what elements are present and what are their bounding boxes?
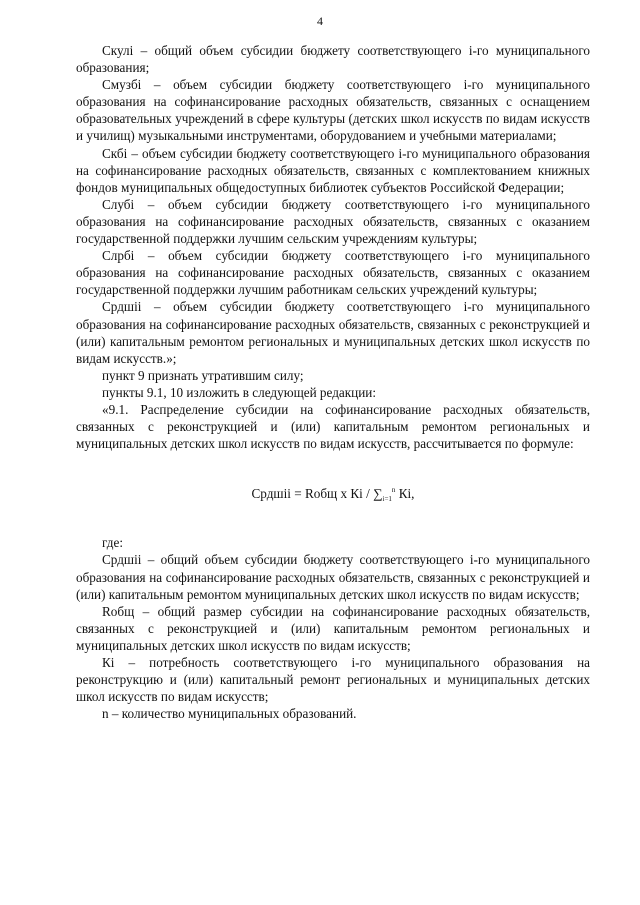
paragraph-skuli: Скулі – общий объем субсидии бюджету соответствующего і-го муниципального образования; [76,43,590,76]
paragraph-robsh-def: Rобщ – общий размер субсидии на софинансирование расходных обязательств, связанных с реконструкцией и (или) капитальным ремонтом региональных и муниципальных детских школ искусств по видам искусств; [76,603,590,653]
paragraph-skbi: Скбі – объем субсидии бюджету соответствующего і-го муниципального образования на софинансирование расходных обязательств, связанных с комплектованием книжных фондов муниципальных общедоступных библиотек субъектов Российской Федерации; [76,145,590,195]
formula [76,452,590,534]
paragraph-punkt-9: пункт 9 признать утратившим силу; [102,367,304,383]
formula-left: Срдшіі = Rобщ x Кі / [251,486,374,502]
sum-lower-bound: i=1 [382,495,392,504]
sum-symbol: ∑ [373,486,383,502]
paragraph-punkty-9-1-10: пункты 9.1, 10 изложить в следующей редакции: [102,384,377,400]
paragraph-slubi: Слубі – объем субсидии бюджету соответствующего і-го муниципального образования на софинансирование расходных обязательств, связанных с оказанием государственной поддержки лучшим сельским учреждениям культуры; [76,196,590,247]
paragraph-n-def: n – количество муниципальных образований. [102,706,357,722]
paragraph-9-1: «9.1. Распределение субсидии на софинансирование расходных обязательств, связанных с реконструкцией и (или) капитальным ремонтом региональных и муниципальных детских школ искусств по видам искусств, рассчитывается по формуле: [76,401,590,452]
paragraph-slrbi: Слрбі – объем субсидии бюджету соответствующего і-го муниципального образования на софинансирование расходных обязательств, связанных с оказанием государственной поддержки лучшим работникам сельских учреждений культуры; [76,248,590,298]
paragraph-smuzbi: Смузбі – объем субсидии бюджету соответствующего і-го муниципального образования на софинансирование расходных обязательств, связанных с оснащением образовательных учреждений в сфере культуры (детских школ искусств по видам искусств и училищ) музыкальными инструментами, оборудованием и учебными материалами; [76,77,590,144]
paragraph-ki-def: Кі – потребность соответствующего і-го муниципального образования на реконструкцию и (или) капитальный ремонт региональных и муниципальных детских школ искусств по видам искусств; [76,655,590,705]
page-number: 4 [317,14,323,28]
paragraph-srdshi-def: Срдшіі – общий объем субсидии бюджету соответствующего і-го муниципального образования на софинансирование расходных обязательств, связанных с реконструкцией и (или) капитальным ремонтом муниципальных детских школ искусств по видам искусств; [76,552,590,602]
sum-upper-bound: n [391,486,396,495]
formula-right: Кі, [395,486,415,502]
document-body [76,42,590,722]
paragraph-srdshi: Срдшіі – объем субсидии бюджету соответствующего і-го муниципального образования на софинансирование расходных обязательств, связанных с реконструкцией и (или) капитальным ремонтом региональных и муниципальных детских школ искусств по видам искусств.»; [76,299,590,366]
paragraph-gde: где: [102,535,123,551]
